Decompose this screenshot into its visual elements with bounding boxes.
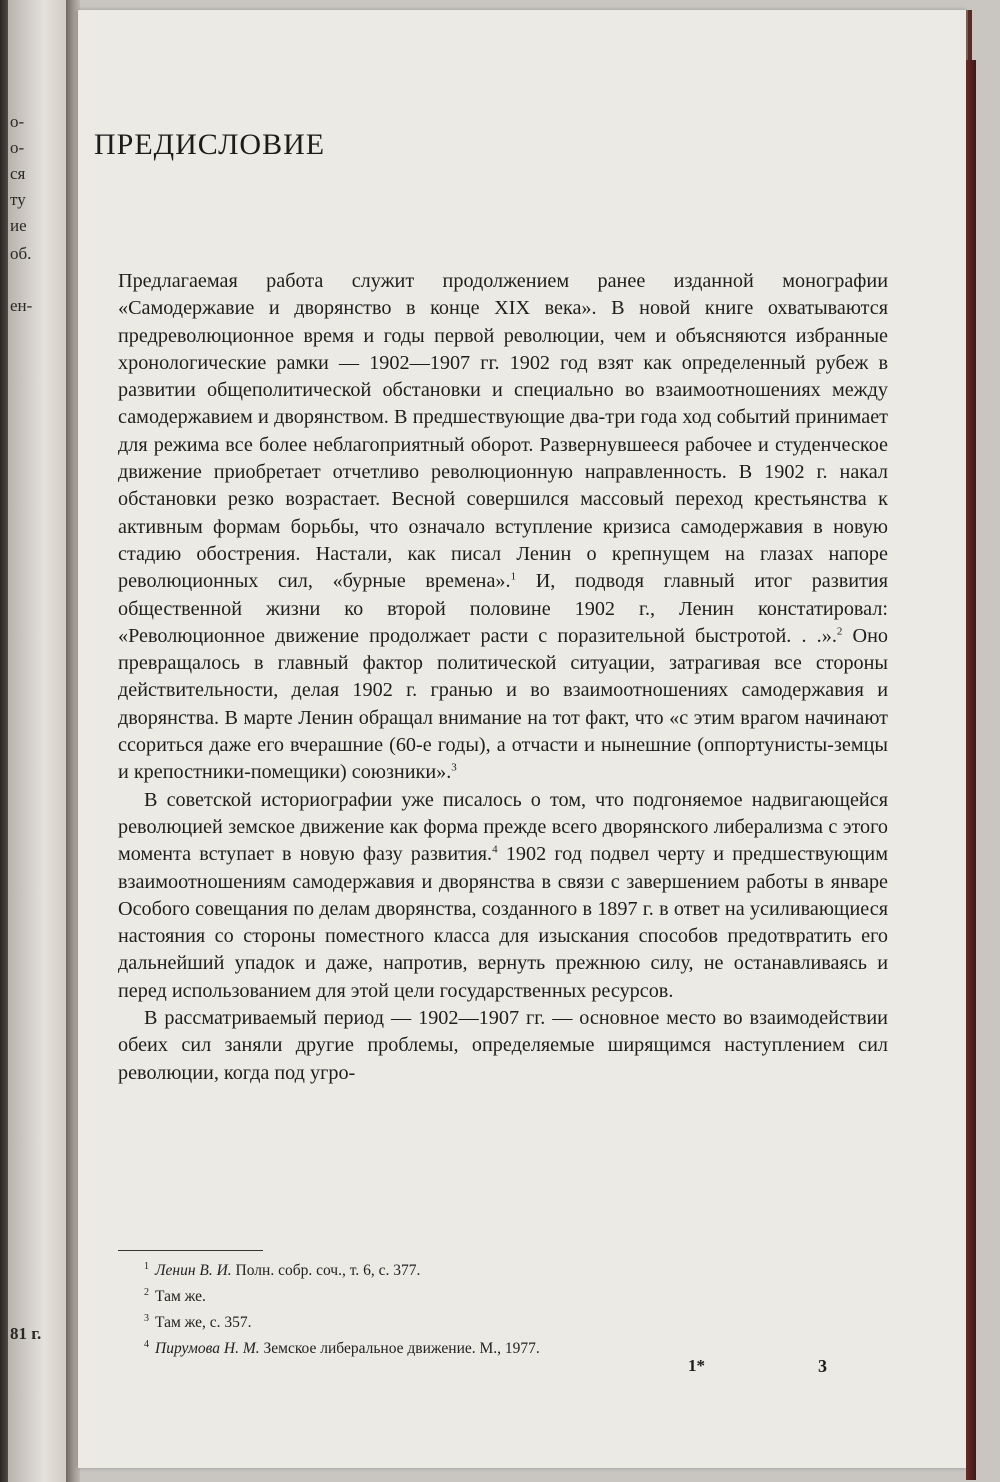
footnotes [144, 1256, 864, 1361]
left-facing-page [8, 0, 69, 1482]
footnote-number: 1 [144, 1261, 149, 1272]
footnote-text: Земское либеральное движение. М., 1977. [259, 1340, 540, 1358]
footnote-number: 4 [144, 1339, 149, 1351]
footnote-text: Там же, с. 357. [155, 1314, 252, 1332]
paragraph-text: 1902 год подвел черту и предшествующим взаимоотношениям самодержавия и дворянства в связи с завершением работы в январе Особого совещания по делам дворянства, созданного в 1897 г. в ответ на усиливающиеся настояния со стороны поместного класса для изыскания способов предотвратить его дальнейший упадок и даже, напротив, вернуть прежнюю силу, не останавливаясь и перед использованием для этой цели государственных ресурсов. [118, 843, 889, 1002]
page-number: 3 [818, 1356, 827, 1376]
book-cover-edge [966, 60, 976, 1480]
footnote-number: 3 [144, 1313, 149, 1325]
left-page-fragment: ту [10, 190, 26, 209]
footnote [144, 1282, 864, 1308]
paragraph-text: В рассматриваемый период — 1902—1907 гг. — основное место во взаимодействии обеих сил заняли другие проблемы, определяемые ширящимся наступлением сил революции, когда под угро- [118, 1007, 888, 1084]
printer-signature-mark: 1* [688, 1356, 705, 1375]
left-page-fragment: ся [10, 164, 26, 183]
footnote [144, 1334, 864, 1360]
footnote-author: Пирумова Н. М. [155, 1340, 260, 1358]
book-page [78, 10, 966, 1468]
paragraph [118, 1005, 888, 1087]
body-text [118, 268, 888, 1087]
footnote-text: Полн. собр. соч., т. 6, с. 377. [231, 1262, 421, 1280]
paragraph [118, 787, 888, 1005]
footnote-number: 2 [144, 1287, 149, 1299]
footnote-reference: 4 [492, 843, 498, 856]
left-page-fragment: о- [10, 112, 25, 131]
footnote-reference: 1 [510, 570, 517, 583]
paragraph-text: В советской историографии уже писалось о том, что подгоняемое надвигающейся революцией земское движение как форма прежде всего дворянского либерализма с этого момента вступает в новую фазу развития. [118, 788, 888, 866]
left-page-fragment: ие [10, 216, 27, 235]
left-page-fragment: о- [10, 138, 25, 157]
footnote-reference: 3 [451, 761, 457, 774]
page-heading: ПРЕДИСЛОВИЕ [94, 128, 326, 161]
footnote-rule [118, 1250, 263, 1251]
paragraph-text: Предлагаемая работа служит продолжением ранее изданной монографии «Самодержавие и дворянство в конце XIX века». В новой книге охватываются предреволюционное время и годы первой революции, чем и объясняются избранные хронологические рамки — 1902—1907 гг. 1902 год взят как определенный рубеж в развитии общеполитической обстановки и специально во взаимоотношениях между самодержавием и дворянством. В предшествующие два-три года ход событий принимает для режима все более неблагоприятный оборот. Развернувшееся рабочее и студенческое движение приобретает отчетливо революционную направленность. В 1902 г. накал обстановки резко возрастает. Весной совершился массовый переход крестьянства к активным формам борьбы, что означало вступление кризиса самодержавия в новую стадию обострения. Настали, как писал Ленин о крепнущем на глазах напоре революционных сил, «бурные времена». [118, 270, 888, 593]
left-page-fragment: ен- [10, 296, 33, 315]
paragraph-text: И, подводя главный итог развития общественной жизни ко второй половине 1902 г., Ленин констатировал: «Революционное движение продолжает расти с поразительной быстротой. . .». [118, 570, 888, 647]
footnote [144, 1256, 864, 1282]
footnote-author: Ленин В. И. [155, 1262, 232, 1280]
left-page-fragment: 81 г. [10, 1324, 42, 1343]
footnote-text: Там же. [155, 1288, 206, 1306]
footnote [144, 1308, 864, 1334]
paragraph-text: Оно превращалось в главный фактор политической ситуации, затрагивая все стороны действительности, делая 1902 г. гранью и во взаимоотношениях самодержавия и дворянства. В марте Ленин обращал внимание на тот факт, что «с этим врагом начинают ссориться даже его вчерашние (60-е годы), а отчасти и нынешние (оппортунисты-земцы и крепостники-помещики) союзники». [118, 624, 888, 784]
footnote-reference: 2 [836, 625, 843, 638]
paragraph [118, 268, 888, 787]
left-page-fragment: об. [10, 244, 32, 263]
